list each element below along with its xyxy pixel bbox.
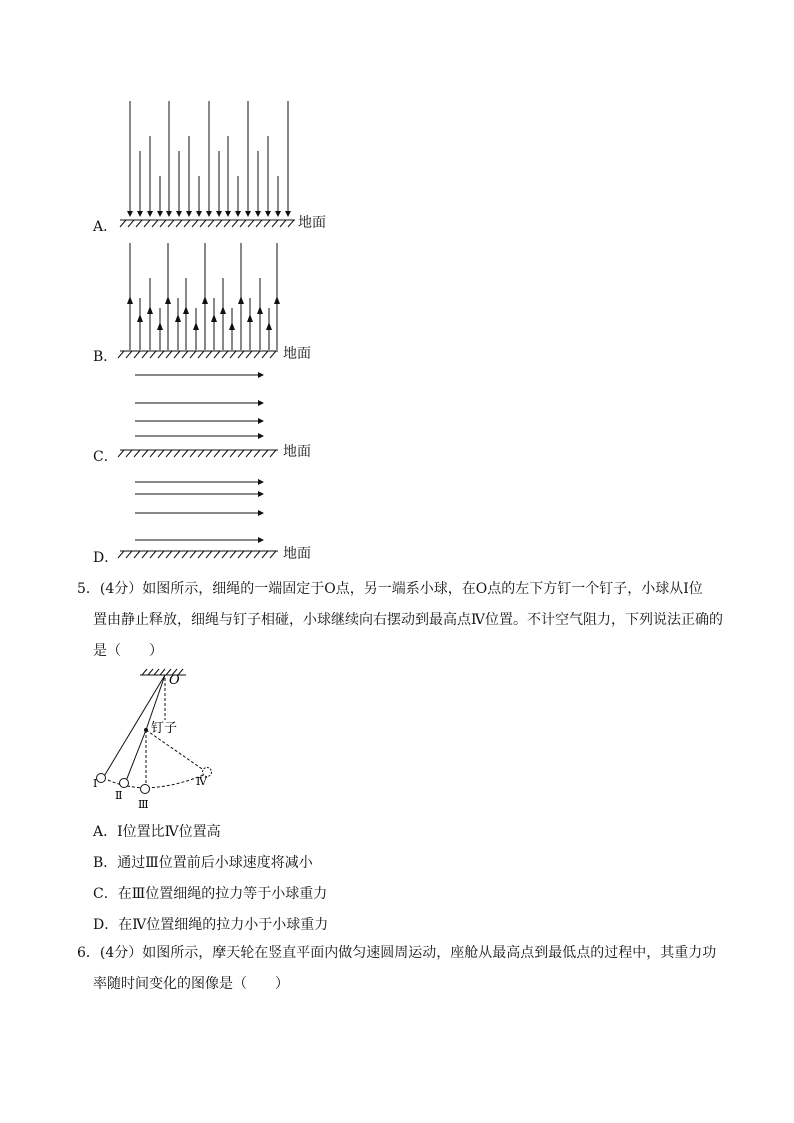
ground-label-c: 地面	[283, 444, 311, 460]
option-b-diagram	[110, 238, 300, 362]
option-b-label: B．	[93, 349, 118, 365]
ground-hatch	[118, 551, 278, 558]
ball-i	[97, 774, 106, 783]
upward-field-lines	[130, 243, 277, 350]
q5-choice-c[interactable]: C．在Ⅲ位置细绳的拉力等于小球重力	[93, 886, 328, 902]
option-a-label: A．	[93, 219, 118, 235]
option-c-label: C．	[93, 449, 118, 465]
ball-ii	[120, 779, 129, 788]
ground-hatch	[118, 351, 278, 358]
ground-label-d: 地面	[283, 546, 311, 562]
pendulum-figure	[88, 668, 228, 810]
downward-field-lines	[130, 101, 288, 216]
ground-label-b: 地面	[283, 346, 311, 362]
label-iii: Ⅲ	[138, 798, 149, 810]
option-d-label: D．	[93, 550, 119, 566]
label-iv: Ⅳ	[196, 775, 207, 788]
label-i: Ⅰ	[93, 777, 98, 790]
string-nail-to-ball-ii	[126, 730, 146, 781]
horizontal-field-lines	[135, 482, 263, 540]
q6-stem-line-2: 率随时间变化的图像是（ ）	[93, 976, 289, 992]
option-c-diagram	[110, 366, 290, 462]
ground-label-a: 地面	[298, 215, 326, 231]
q6-stem-line-1: 6．(4分）如图所示，摩天轮在竖直平面内做匀速圆周运动，座舱从最高点到最低点的过程中，其重力功	[77, 945, 717, 961]
q5-stem-line-2: 置由静止释放，细绳与钉子相碰，小球继续向右摆动到最高点Ⅳ位置。不计空气阻力，下列说法正确的	[93, 612, 723, 628]
q5-choice-a[interactable]: A．Ⅰ位置比Ⅳ位置高	[93, 824, 221, 840]
q5-choice-d[interactable]: D．在Ⅳ位置细绳的拉力小于小球重力	[93, 917, 329, 933]
horizontal-field-lines	[135, 375, 263, 436]
ground-hatch	[118, 450, 278, 457]
label-nail: 钉子	[151, 721, 178, 736]
ball-iii	[141, 785, 150, 794]
q5-stem-line-3: 是（ ）	[93, 643, 163, 659]
ground-hatch	[120, 220, 295, 227]
nail-dot	[144, 728, 148, 732]
option-a-diagram	[110, 96, 300, 231]
option-d-diagram	[110, 470, 290, 562]
q5-choice-b[interactable]: B．通过Ⅲ位置前后小球速度将减小	[93, 855, 313, 871]
q5-stem-line-1: 5．(4分）如图所示，细绳的一端固定于O点，另一端系小球，在O点的左下方钉一个钉子，小球从Ⅰ位	[77, 581, 703, 597]
dashed-nail-to-iv	[146, 730, 205, 771]
label-o: O	[169, 673, 180, 688]
label-ii: Ⅱ	[115, 789, 123, 802]
